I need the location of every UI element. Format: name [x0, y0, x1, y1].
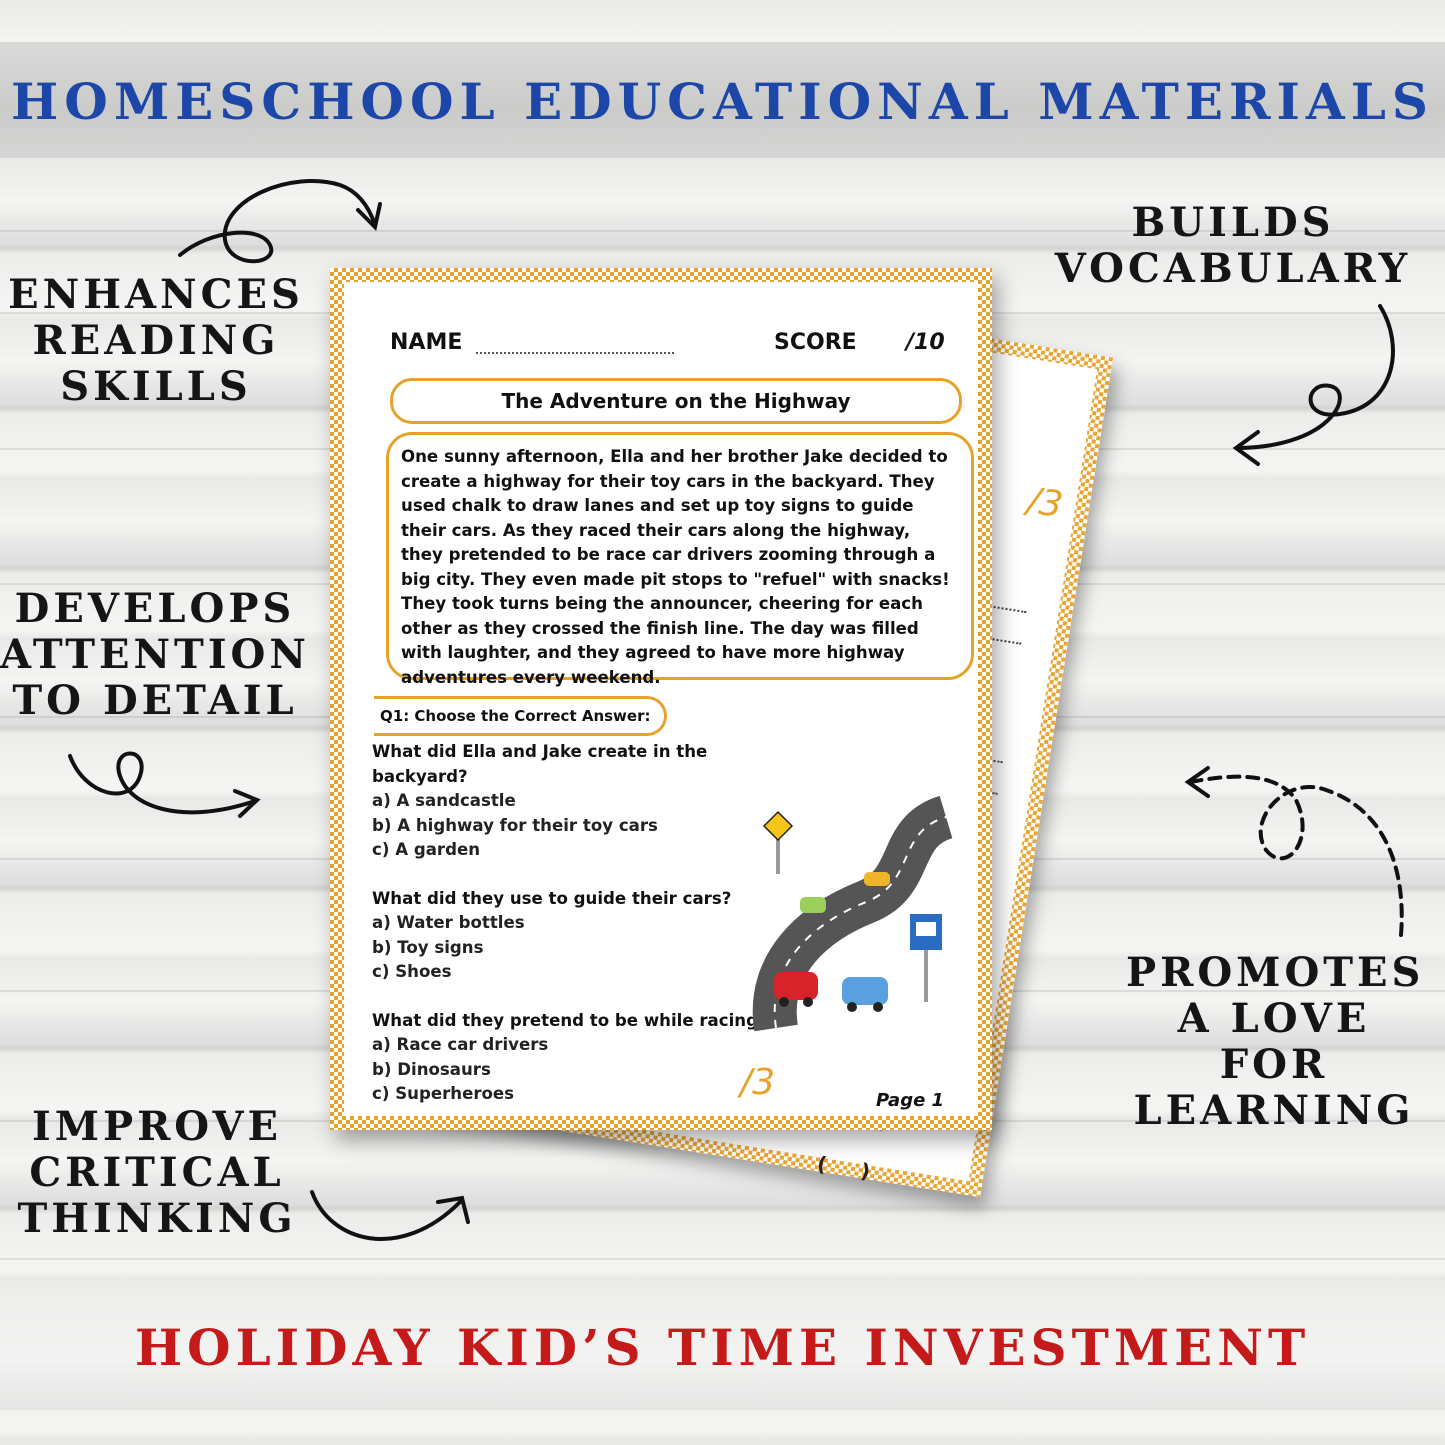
- question-text: What did Ella and Jake create in the backyard?: [372, 742, 708, 786]
- answer-option: b) Toy signs: [372, 937, 484, 957]
- answer-option: a) A sandcastle: [372, 791, 516, 810]
- page-number: Page 1: [876, 1090, 945, 1111]
- question-section-label: Q1: Choose the Correct Answer:: [374, 696, 667, 736]
- banner-top: HOMESCHOOL EDUCATIONAL MATERIALS: [11, 72, 1434, 131]
- road-sign-icon: [764, 812, 792, 874]
- feature-critical: IMPROVE CRITICAL THINKING: [17, 1103, 297, 1242]
- back-answer-blank: ( ): [815, 1151, 886, 1186]
- curly-arrow-icon: [300, 1172, 500, 1262]
- answer-option: a) Race car drivers: [372, 1035, 549, 1054]
- feature-love: PROMOTES A LOVE FOR LEARNING: [1126, 949, 1425, 1134]
- reading-passage: One sunny afternoon, Ella and her brother Jake decided to create a highway for their toy cars in the backyard. They used chalk to draw lanes and set up toy signs to guide their cars. As they raced their cars along the highway, they pretended to be race car drivers zooming through a big city. They even made pit stops to "refuel" with snacks! They took turns being the announcer, cheering for each other as they crossed the finish line. The day was filled with laughter, and they agreed to have more highway adventures every weekend.: [386, 432, 974, 680]
- feature-attention: DEVELOPS ATTENTION TO DETAIL: [0, 585, 310, 724]
- score-total: /10: [906, 330, 945, 355]
- feature-reading: ENHANCES READING SKILLS: [8, 271, 304, 410]
- banner-bottom: HOLIDAY KID’S TIME INVESTMENT: [134, 1318, 1311, 1377]
- section-score: /3: [740, 1062, 776, 1103]
- answer-option: c) Shoes: [372, 962, 452, 981]
- curly-arrow-icon: [60, 736, 270, 836]
- curly-arrow-icon: [170, 170, 390, 280]
- question-item: [372, 740, 772, 863]
- road-sign-icon: [910, 914, 942, 1002]
- answer-option: b) A highway for their toy cars: [372, 815, 658, 835]
- answer-option: b) Dinosaurs: [372, 1059, 491, 1079]
- score-label: SCORE: [774, 330, 857, 355]
- worksheet-title: The Adventure on the Highway: [390, 378, 962, 424]
- answer-option: c) Superheroes: [372, 1084, 515, 1103]
- name-label: NAME: [390, 330, 463, 355]
- feature-vocabulary: BUILDS VOCABULARY: [1054, 199, 1412, 292]
- toy-car-icon: [864, 872, 890, 886]
- curly-arrow-icon: [1210, 296, 1410, 476]
- question-list: [372, 740, 772, 1131]
- question-item: [372, 887, 772, 985]
- answer-option: a) Water bottles: [372, 913, 525, 932]
- worksheet-front: [330, 268, 992, 1130]
- answer-option: c) A garden: [372, 840, 481, 859]
- name-line: [476, 352, 674, 354]
- toy-car-icon: [800, 897, 826, 913]
- question-item: [372, 1009, 772, 1107]
- dashed-arrow-icon: [1176, 760, 1416, 940]
- question-text: What did they pretend to be while racing?: [372, 1010, 768, 1030]
- toy-car-icon: [842, 977, 888, 1012]
- road-illustration: [756, 812, 966, 1028]
- back-section-score: /3: [1024, 480, 1066, 527]
- question-text: What did they use to guide their cars?: [372, 888, 732, 908]
